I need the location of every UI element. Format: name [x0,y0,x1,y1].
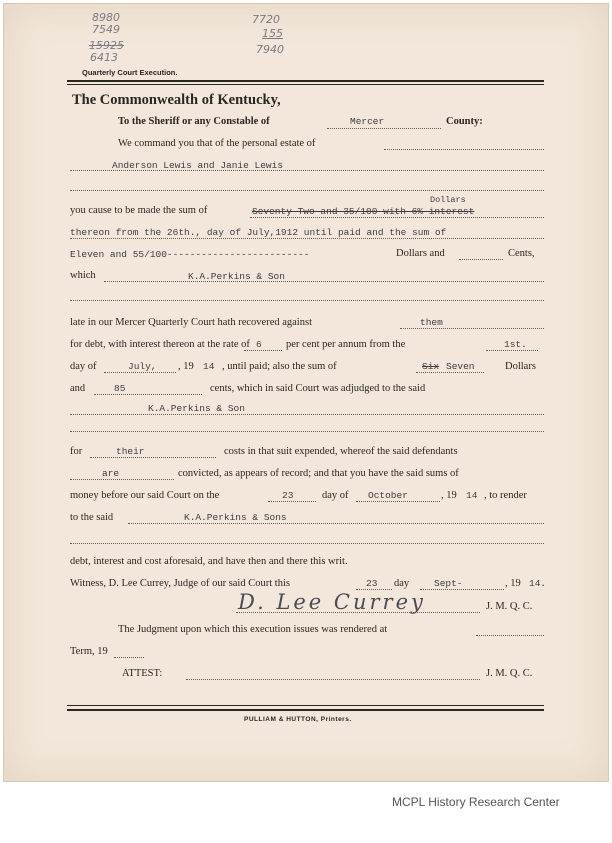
are-blank [70,479,174,480]
court-day-blank [268,501,316,502]
also-blank [416,372,484,373]
attest-label: ATTEST: [122,668,163,679]
sum-struck: Seventy Two and 35/100 with 6% interest [252,206,475,217]
top-rule-thick [67,80,544,82]
judgment-text: The Judgment upon which this execution issues was rendered at [118,624,388,635]
archive-credit: MCPL History Research Center [392,795,560,809]
are-value: are [102,468,120,479]
month-value: July, [128,361,157,372]
for-text: for [70,446,83,457]
against-blank [400,328,544,329]
form-type: Quarterly Court Execution. [82,68,178,77]
which-blank [104,281,544,282]
jmqc-label-2: J. M. Q. C. [486,668,533,679]
also-struck: Six [422,361,440,372]
bottom-rule-thick [67,709,544,711]
sum-blank [250,217,544,218]
judgment-blank [476,635,544,636]
to-sheriff-label: To the Sheriff or any Constable of [118,116,270,127]
pencil-note-3: 15925 [89,39,124,52]
county-value: Mercer [350,116,385,127]
court-month: October [368,490,408,501]
witness-year: 14. [529,578,547,589]
money-before-text: money before our said Court on the [70,490,220,501]
county-blank [327,128,441,129]
cents-blank [459,259,503,260]
to-render-text: , to render [484,490,527,501]
command-blank [384,149,544,150]
witness-month: Sept- [434,578,463,589]
sum-line-2: Eleven and 55/100------------------------- [70,249,310,260]
pencil-note-5: 7720 [252,13,280,26]
cents-value-blank [94,394,202,395]
also-value: Seven [446,361,475,372]
pencil-note-2: 7549 [92,23,120,36]
which-text: which [70,270,96,281]
render-blank [128,523,544,524]
pencil-note-7: 7940 [256,43,284,56]
witness-day: 23 [366,578,378,589]
debt-interest-text: debt, interest and cost aforesaid, and have then and there this writ. [70,556,348,567]
which-value: K.A.Perkins & Son [188,271,285,282]
witness-year-prefix: , 19 [505,578,521,589]
for-debt-text: for debt, with interest thereon at the rate of [70,339,250,350]
late-in-text: late in our Mercer Quarterly Court hath recovered against [70,317,312,328]
pencil-note-1: 8980 [92,11,120,24]
year-value: 14 [203,361,215,372]
from-blank [486,350,538,351]
day-of-text: day of [70,361,97,372]
witness-month-blank [420,589,504,590]
top-rule-thin [67,84,544,85]
convicted-text: convicted, as appears of record; and that you have the said sums of [178,468,459,479]
for-blank [90,457,216,458]
printer-credit: PULLIAM & HUTTON, Printers. [244,716,352,723]
rate-blank [244,350,282,351]
year-prefix: , 19 [178,361,194,372]
to-the-said-text: to the said [70,512,114,523]
court-year-prefix: , 19 [441,490,457,501]
day-word: day [394,578,410,589]
cents-text: Cents, [508,248,535,259]
county-label: County: [446,116,483,127]
adjudged-blank-2 [70,431,544,432]
which-blank-2 [70,300,544,301]
bottom-rule-thin [67,705,544,706]
term-text: Term, 19 [70,646,108,657]
costs-text: costs in that suit expended, whereof the said defendants [224,446,458,457]
judge-signature: D. Lee Currey [238,590,426,614]
court-month-blank [356,501,440,502]
term-blank [114,657,144,658]
rate-value: 6 [256,339,262,350]
cause-made-text: you cause to be made the sum of [70,205,208,216]
render-value: K.A.Perkins & Sons [184,512,287,523]
render-blank-2 [70,543,544,544]
jmqc-label: J. M. Q. C. [486,601,533,612]
month-blank [104,372,176,373]
adjudged-blank [70,414,544,415]
commonwealth-heading: The Commonwealth of Kentucky, [72,92,281,108]
per-cent-text: per cent per annum from the [286,339,406,350]
and-text: and [70,383,86,394]
court-day: 23 [282,490,294,501]
against-value: them [420,317,443,328]
witness-text: Witness, D. Lee Currey, Judge of our said Court this [70,578,290,589]
estate-value: Anderson Lewis and Janie Lewis [112,160,284,171]
cents-value: 85 [114,383,126,394]
adjudged-text: cents, which in said Court was adjudged to the said [210,383,426,394]
interest-blank [70,238,544,239]
until-paid-text: , until paid; also the sum of [222,361,337,372]
interest-line: thereon from the 26th., day of July,1912 until paid and the sum of [70,227,447,238]
adjudged-value: K.A.Perkins & Son [148,403,245,414]
attest-blank [186,679,480,680]
dollars-text: Dollars [505,361,536,372]
dollars-and-text: Dollars and [396,248,445,259]
sum-dollars-insert: Dollars [430,195,466,205]
from-value: 1st. [504,339,527,350]
pencil-note-4: 6413 [90,51,118,64]
day-of-text-2: day of [322,490,349,501]
for-value: their [116,446,145,457]
pencil-note-6: 155 [262,27,283,40]
estate-blank-2 [70,190,544,191]
court-year: 14 [466,490,478,501]
command-text: We command you that of the personal estate of [118,138,316,149]
